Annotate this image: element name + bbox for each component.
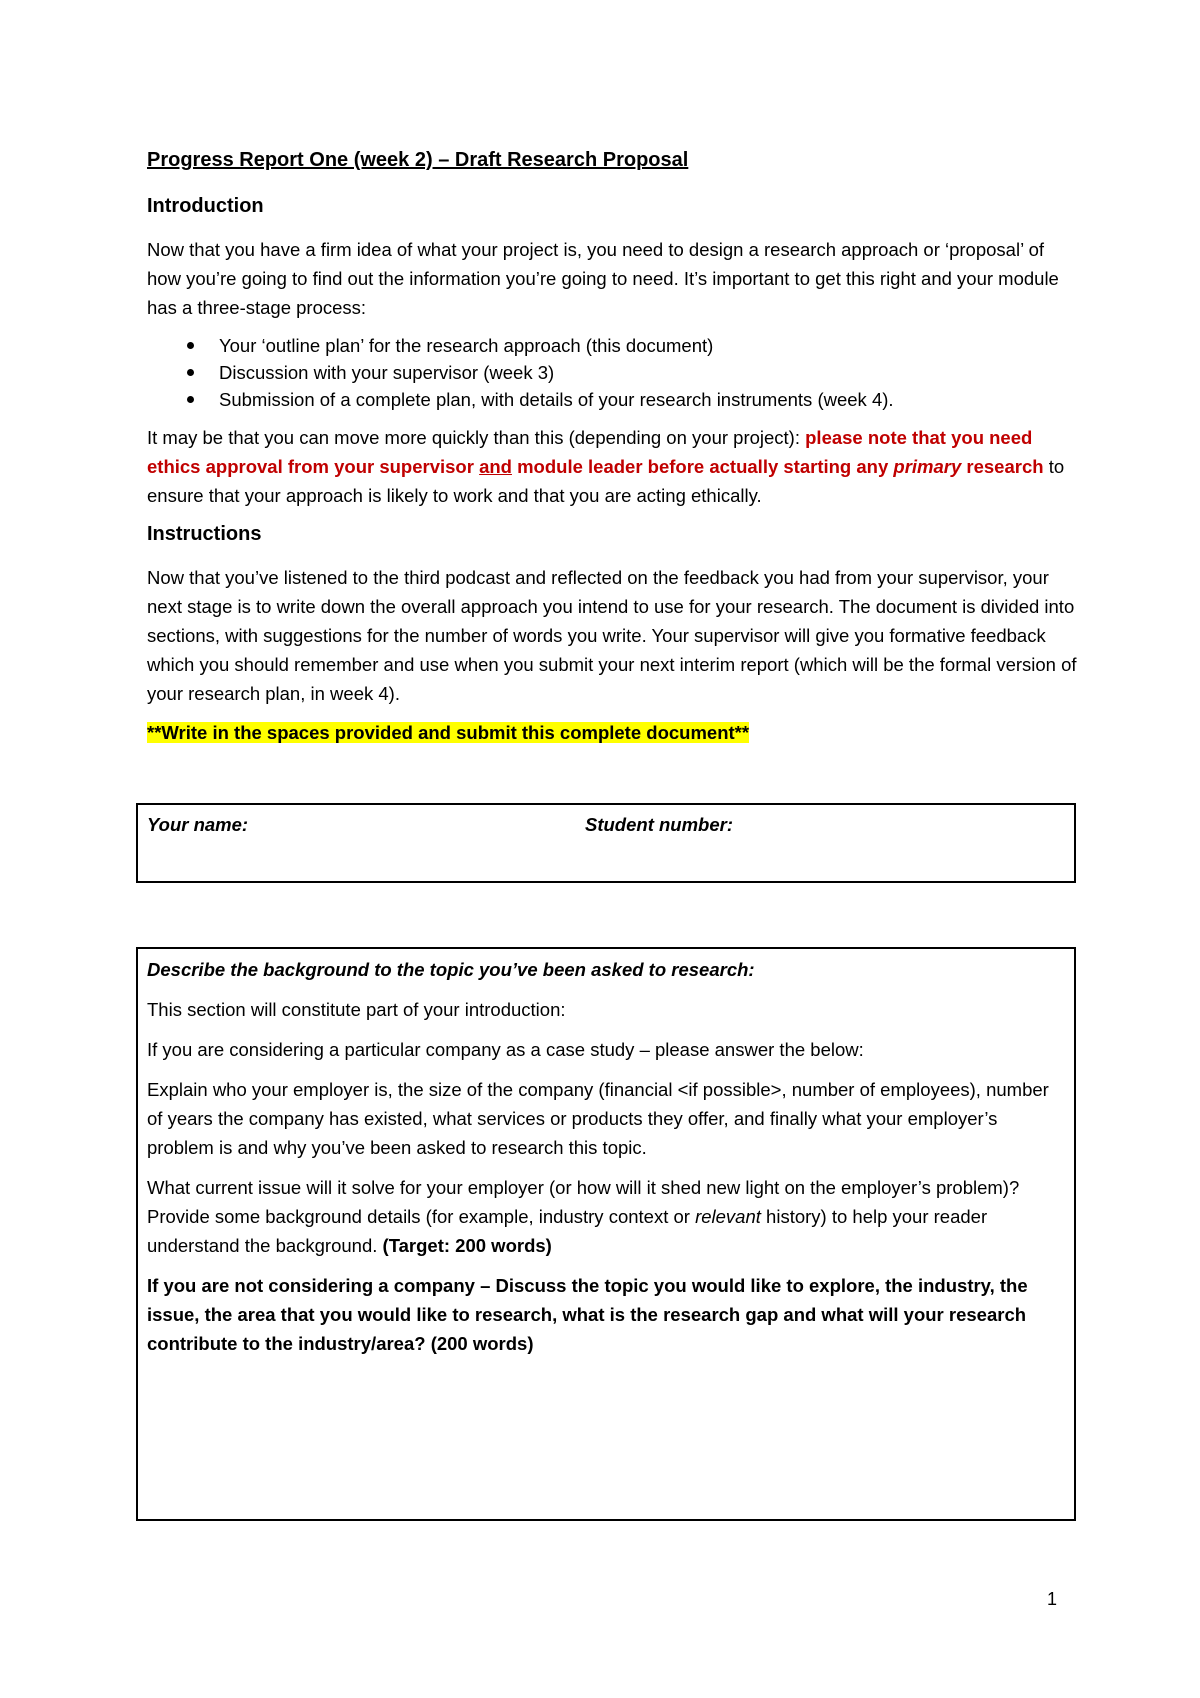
ethics-warning-and: and — [479, 456, 512, 477]
submit-instruction — [147, 718, 1077, 747]
student-details-box — [136, 803, 1076, 883]
document-title: Progress Report One (week 2) – Draft Research Proposal — [147, 149, 689, 171]
background-line-no-company: If you are not considering a company – Discuss the topic you would like to explore, the industry, the issue, the area that you would like to research, what is the research gap and what will your research contribute to the industry/area? (200 words) — [147, 1275, 1028, 1354]
list-item: Discussion with your supervisor (week 3) — [147, 359, 1077, 386]
ethics-warning-primary: primary — [893, 456, 962, 477]
background-line — [147, 1173, 1065, 1260]
background-line: If you are considering a particular company as a case study – please answer the below: — [147, 1039, 864, 1060]
background-line: Explain who your employer is, the size of the company (financial <if possible>, number of employees), number of years the company has existed, what services or products they offer, and finally what your employer’s problem is and why you’ve been asked to research this topic. — [147, 1079, 1049, 1158]
list-item: Your ‘outline plan’ for the research approach (this document) — [147, 332, 1077, 359]
background-text: What current issue will it solve for your employer (or how will it shed new light on the employer’s problem)? Provide some background details (for example, industry context or — [147, 1177, 1020, 1227]
list-item: Submission of a complete plan, with details of your research instruments (week 4). — [147, 386, 1077, 413]
ethics-warning-part: please note that you need ethics approval from your supervisor — [147, 427, 1033, 477]
word-target: (Target: 200 words) — [382, 1235, 552, 1256]
background-text: history) to help your reader understand the background. — [147, 1206, 988, 1256]
instructions-paragraph: Now that you’ve listened to the third podcast and reflected on the feedback you had from your supervisor, your next stage is to write down the overall approach you intend to use for your research. The document is divided into sections, with suggestions for the number of words you write. Your supervisor will give you formative feedback which you should remember and use when you submit your next interim report (which will be the formal version of your research plan, in week 4). — [147, 567, 1077, 704]
document-page — [147, 146, 1077, 747]
ethics-text-end: to ensure that your approach is likely to work and that you are acting ethically. — [147, 456, 1065, 506]
background-line: This section will constitute part of your introduction: — [147, 999, 566, 1020]
instructions-heading: Instructions — [147, 523, 262, 545]
process-stage-list — [147, 332, 1077, 413]
page-number: 1 — [1047, 1589, 1058, 1609]
background-box — [136, 947, 1076, 1521]
ethics-warning-part: module leader before actually starting any — [511, 456, 894, 477]
student-number-label: Student number: — [585, 814, 733, 835]
background-heading: Describe the background to the topic you’ve been asked to research: — [147, 959, 755, 980]
background-text-italic: relevant — [695, 1206, 761, 1227]
introduction-paragraph: Now that you have a firm idea of what your project is, you need to design a research approach or ‘proposal’ of how you’re going to find out the information you’re going to need. It’s important to get this right and your module has a three-stage process: — [147, 239, 1059, 318]
ethics-text-start: It may be that you can move more quickly than this (depending on your project): — [147, 427, 806, 448]
ethics-warning-part: research — [961, 456, 1044, 477]
submit-instruction-highlight: **Write in the spaces provided and submit this complete document** — [147, 722, 750, 743]
ethics-paragraph — [147, 423, 1077, 510]
introduction-heading: Introduction — [147, 195, 264, 217]
name-label: Your name: — [147, 814, 249, 835]
